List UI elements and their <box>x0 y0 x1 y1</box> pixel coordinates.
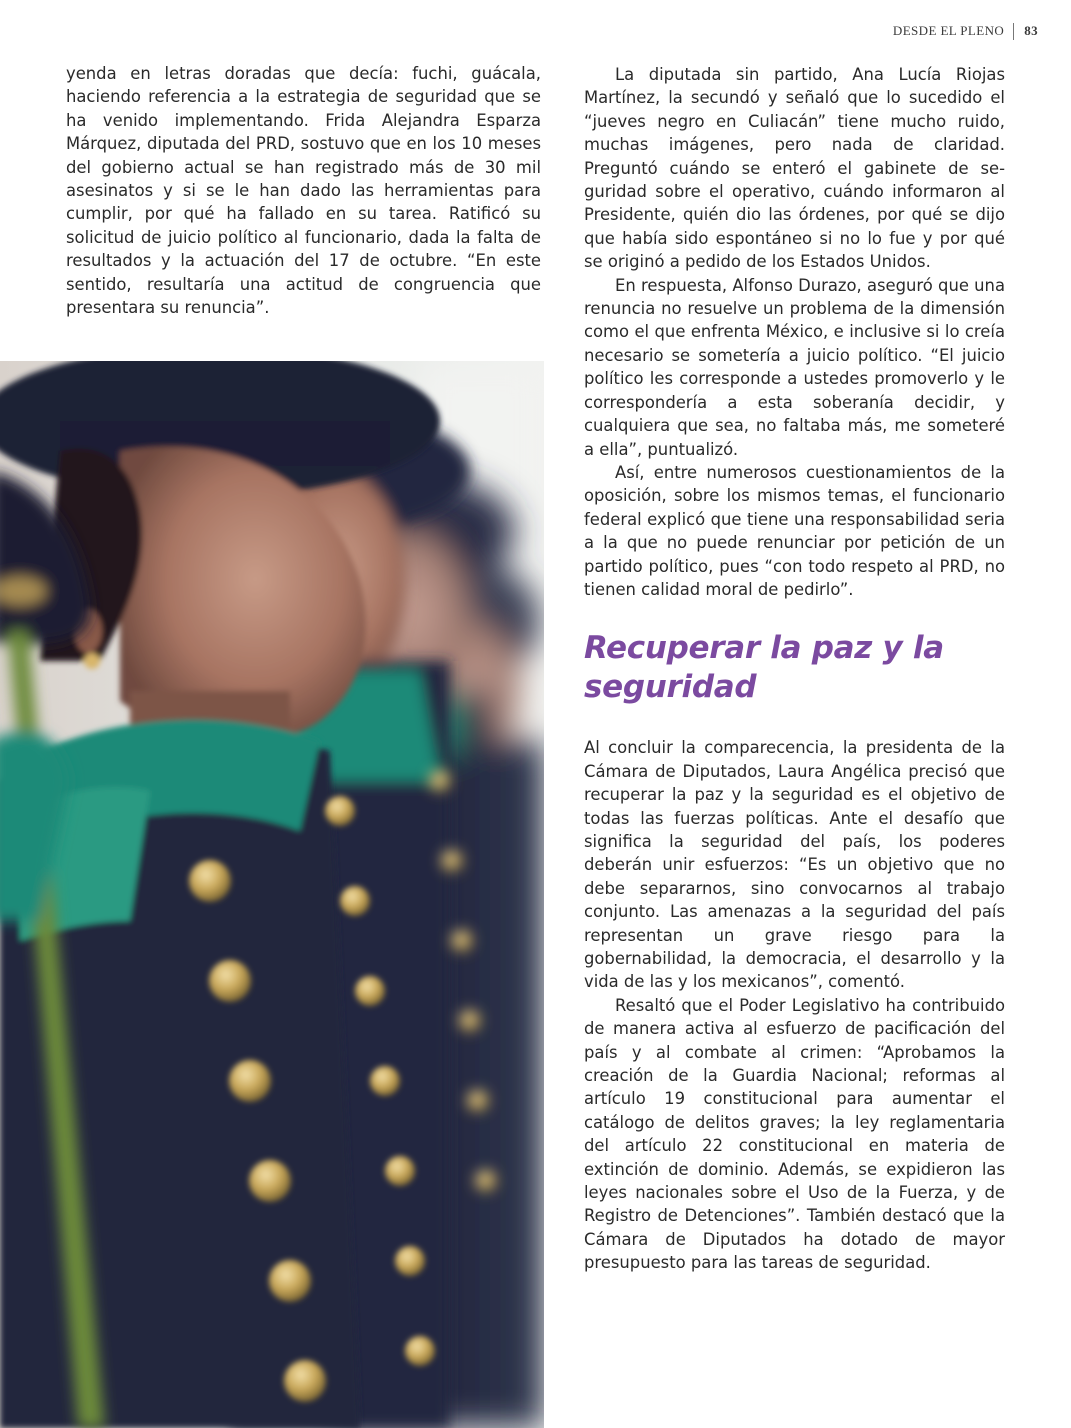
right-column <box>584 63 1005 1275</box>
right-paragraph-4: Al concluir la comparecencia, la presidenta de la Cámara de Diputados, Laura Angélica precisó que recuperar la paz y la seguridad es el objetivo de todas las fuerzas políticas. Ante el desafío que significa la seguridad del país, los poderes deberán unir esfuerzos: “Es un objetivo que no debe separarnos, sino convocarnos al trabajo conjunto. Las amenazas a la seguridad del país representan un grave riesgo para la gobernabilidad, la democracia, el desarrollo y la vida de las y los mexicanos”, comentó. <box>584 738 1005 992</box>
page-number: 83 <box>1024 23 1038 38</box>
header-divider <box>1013 23 1014 40</box>
left-column <box>66 62 541 319</box>
photo-uniformed-officers <box>0 361 544 1428</box>
right-paragraph-3: Así, entre numerosos cuestionamientos de la oposición, sobre los mismos temas, el funcionario federal explicó que tiene una responsabilidad seria a la que no puede renunciar por petición de un partido político, pues “con todo respeto al PRD, no tienen calidad moral de pedirlo”. <box>584 462 1005 599</box>
left-paragraph: yenda en letras doradas que decía: fuchi, guácala, haciendo referencia a la estrategia de seguridad que se ha venido implementando. Frida Alejandra Esparza Márquez, diputada del PRD, sostuvo que en los 10 meses del gobierno actual se han registrado más de 30 mil asesinatos y si se le han dado las herramientas para cumplir, por qué ha fallado en su tarea. Ratificó su solicitud de juicio político al funcionario, dada la falta de resultados y la actuación del 17 de octubre. “En este sentido, resultaría una actitud de congruencia que presentara su renuncia”. <box>66 64 541 318</box>
right-paragraph-1: La diputada sin partido, Ana Lucía Riojas Martínez, la secundó y señaló que lo sucedido el “jueves negro en Culiacán” tiene mucho ruido, muchas imágenes, pero nada de claridad. Preguntó cuándo se enteró el gabinete de seguridad sobre el operativo, cuándo informaron al Presidente, quién dio las órdenes, por qué se dijo que había sido espontáneo si no lo fue y por qué se originó a pedido de los Estados Unidos. <box>584 65 1005 272</box>
right-paragraph-5: Resaltó que el Poder Legislativo ha contribuido de manera activa al esfuerzo de pacificación del país y al combate al crimen: “Aprobamos la creación de la Guardia Nacional; reformas al artículo 19 constitucional para aumentar el catálogo de delitos graves; la ley reglamentaria del artículo 22 constitucional en materia de extinción de dominio. Además, se expidieron las leyes nacionales sobre el Uso de la Fuerza, y de Registro de Detenciones”. También destacó que la Cámara de Diputados ha dotado de mayor presupuesto para las tareas de seguridad. <box>584 995 1005 1273</box>
section-heading: Recuperar la paz y la seguridad <box>584 630 944 706</box>
section-title: DESDE EL PLENO <box>892 23 1005 38</box>
running-head <box>893 22 1038 40</box>
right-paragraph-2: En respuesta, Alfonso Durazo, aseguró que una renuncia no resuelve un problema de la dimensión como el que enfrenta México, e inclusive si lo creía necesario se sometería a juicio político. “El juicio político les corresponde a ustedes promoverlo y le correspondería a esta soberanía decidir, y cualquiera que sea, no faltaba más, me someteré a ella”, puntualizó. <box>584 275 1005 459</box>
